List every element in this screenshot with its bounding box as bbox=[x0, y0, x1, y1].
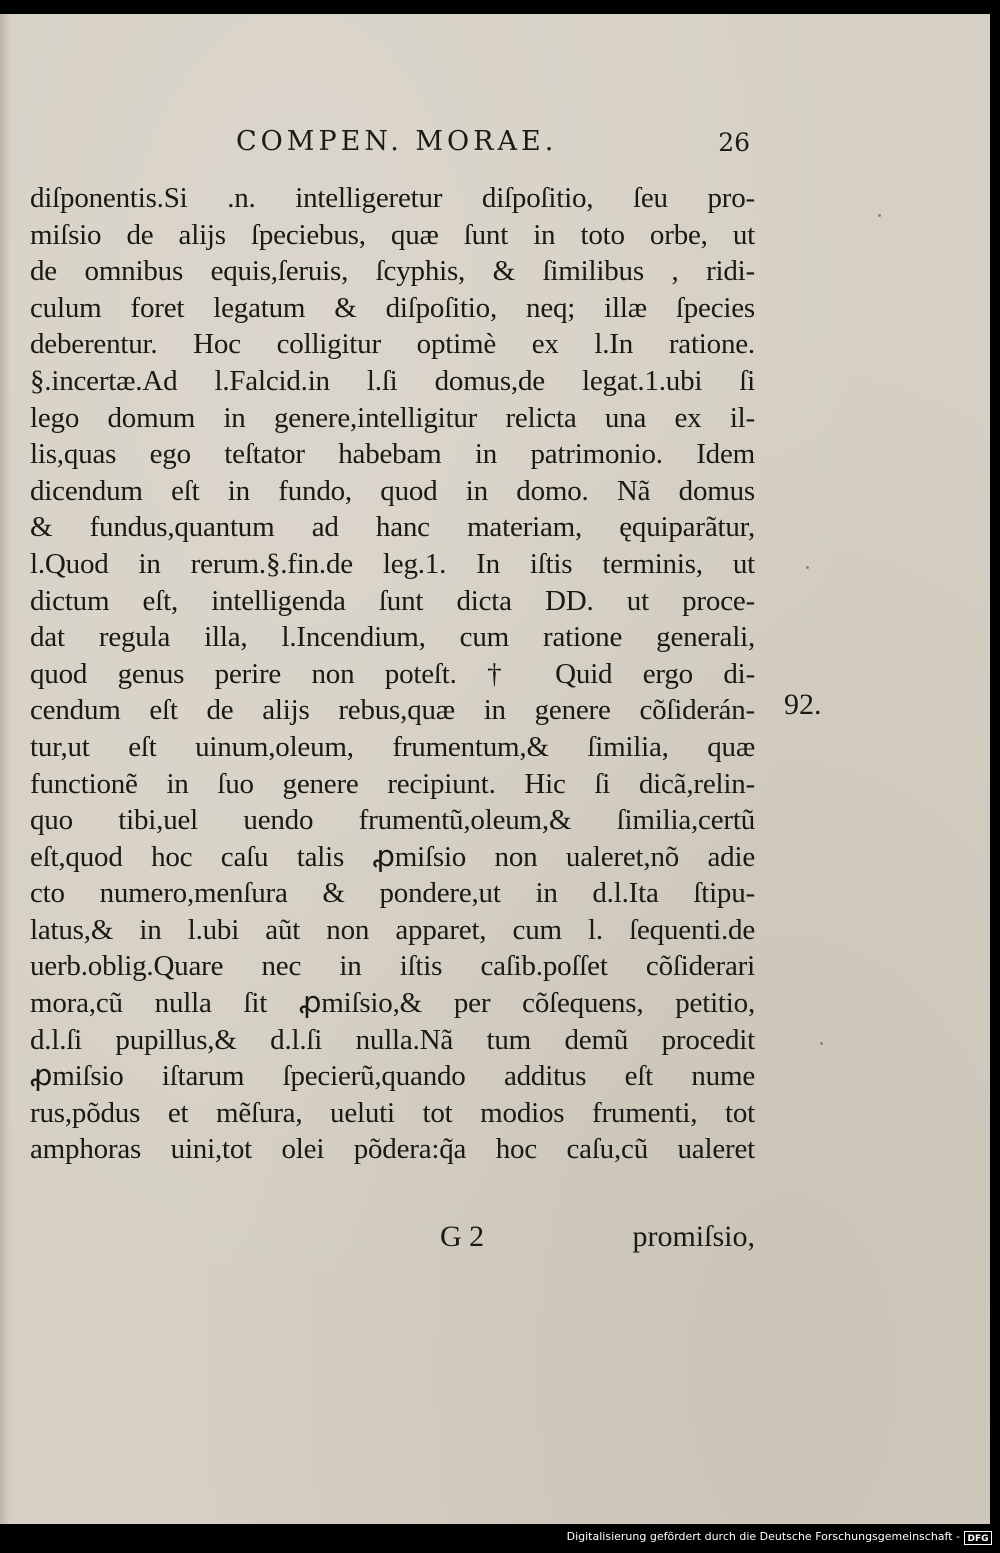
book-page bbox=[0, 14, 990, 1524]
text-line: & fundus,quantum ad hanc materiam, ęquiparãtur, bbox=[30, 511, 755, 544]
signature-mark: G 2 bbox=[440, 1220, 485, 1253]
text-line: de omnibus equis,ſeruis, ſcyphis, & ſimilibus , ridi- bbox=[30, 255, 755, 288]
text-line: lis,quas ego teſtator habebam in patrimonio. Idem bbox=[30, 438, 755, 471]
folio-number: 26 bbox=[718, 128, 750, 157]
paper-speck bbox=[806, 566, 809, 569]
text-line: latus,& in l.ubi aũt non apparet, cum l. ſequenti.de bbox=[30, 913, 755, 946]
running-head bbox=[150, 126, 750, 166]
text-line: culum foret legatum & diſpoſitio, neq; illæ ſpecies bbox=[30, 291, 755, 324]
text-line: deberentur. Hoc colligitur optimè ex l.In ratione. bbox=[30, 328, 755, 361]
catchword: promiſsio, bbox=[632, 1220, 755, 1253]
body-text bbox=[30, 180, 755, 1168]
text-line: tur,ut eſt uinum,oleum, frumentum,& ſimilia, quæ bbox=[30, 730, 755, 763]
text-line: quod genus perire non poteſt. † Quid ergo di- bbox=[30, 657, 755, 690]
text-line: functionẽ in ſuo genere recipiunt. Hic ſi dicã,relin- bbox=[30, 767, 755, 800]
text-line: cendum eſt de alijs rebus,quæ in genere cõſiderán- bbox=[30, 694, 755, 727]
text-line: dictum eſt, intelligenda ſunt dicta DD. ut proce- bbox=[30, 584, 755, 617]
digitization-credit: Digitalisierung gefördert durch die Deutsche Forschungsgemeinschaft - bbox=[566, 1530, 960, 1543]
text-line: cto numero,menſura & pondere,ut in d.l.Ita ſtipu- bbox=[30, 877, 755, 910]
text-line: uerb.oblig.Quare nec in iſtis caſib.poſſet cõſiderari bbox=[30, 950, 755, 983]
margin-note-number: 92. bbox=[784, 688, 822, 721]
text-line: eſt,quod hoc caſu talis ꝓmiſsio non ualeret,nõ adie bbox=[30, 840, 755, 873]
text-line: mora,cũ nulla ſit ꝓmiſsio,& per cõſequens, petitio, bbox=[30, 987, 755, 1020]
dfg-logo: DFG bbox=[964, 1531, 992, 1545]
text-line: ꝓmiſsio iſtarum ſpecierũ,quando additus eſt nume bbox=[30, 1060, 755, 1093]
text-line: dicendum eſt in fundo, quod in domo. Nã domus bbox=[30, 474, 755, 507]
text-line: diſponentis.Si .n. intelligeretur diſpoſitio, ſeu pro- bbox=[30, 182, 755, 214]
text-line: §.incertæ.Ad l.Falcid.in l.ſi domus,de legat.1.ubi ſi bbox=[30, 364, 755, 397]
text-line: d.l.ſi pupillus,& d.l.ſi nulla.Nã tum demũ procedit bbox=[30, 1023, 755, 1056]
paper-speck bbox=[878, 214, 881, 217]
text-line: amphoras uini,tot olei põdera:q̃a hoc caſu,cũ ualeret bbox=[30, 1133, 755, 1166]
text-line: quo tibi,uel uendo frumentũ,oleum,& ſimilia,certũ bbox=[30, 804, 755, 837]
footer-bar bbox=[0, 1524, 1000, 1553]
page-gutter-edge bbox=[0, 14, 10, 1524]
paper-speck bbox=[820, 1042, 823, 1045]
text-line: lego domum in genere,intelligitur relicta una ex il- bbox=[30, 401, 755, 434]
text-line: rus,põdus et mẽſura, ueluti tot modios frumenti, tot bbox=[30, 1096, 755, 1129]
running-head-title: COMPEN. MORAE. bbox=[236, 126, 558, 157]
text-line: miſsio de alijs ſpeciebus, quæ ſunt in toto orbe, ut bbox=[30, 218, 755, 251]
text-line: dat regula illa, l.Incendium, cum ratione generali, bbox=[30, 621, 755, 654]
text-line: l.Quod in rerum.§.fin.de leg.1. In iſtis terminis, ut bbox=[30, 547, 755, 580]
signature-line bbox=[400, 1220, 755, 1260]
